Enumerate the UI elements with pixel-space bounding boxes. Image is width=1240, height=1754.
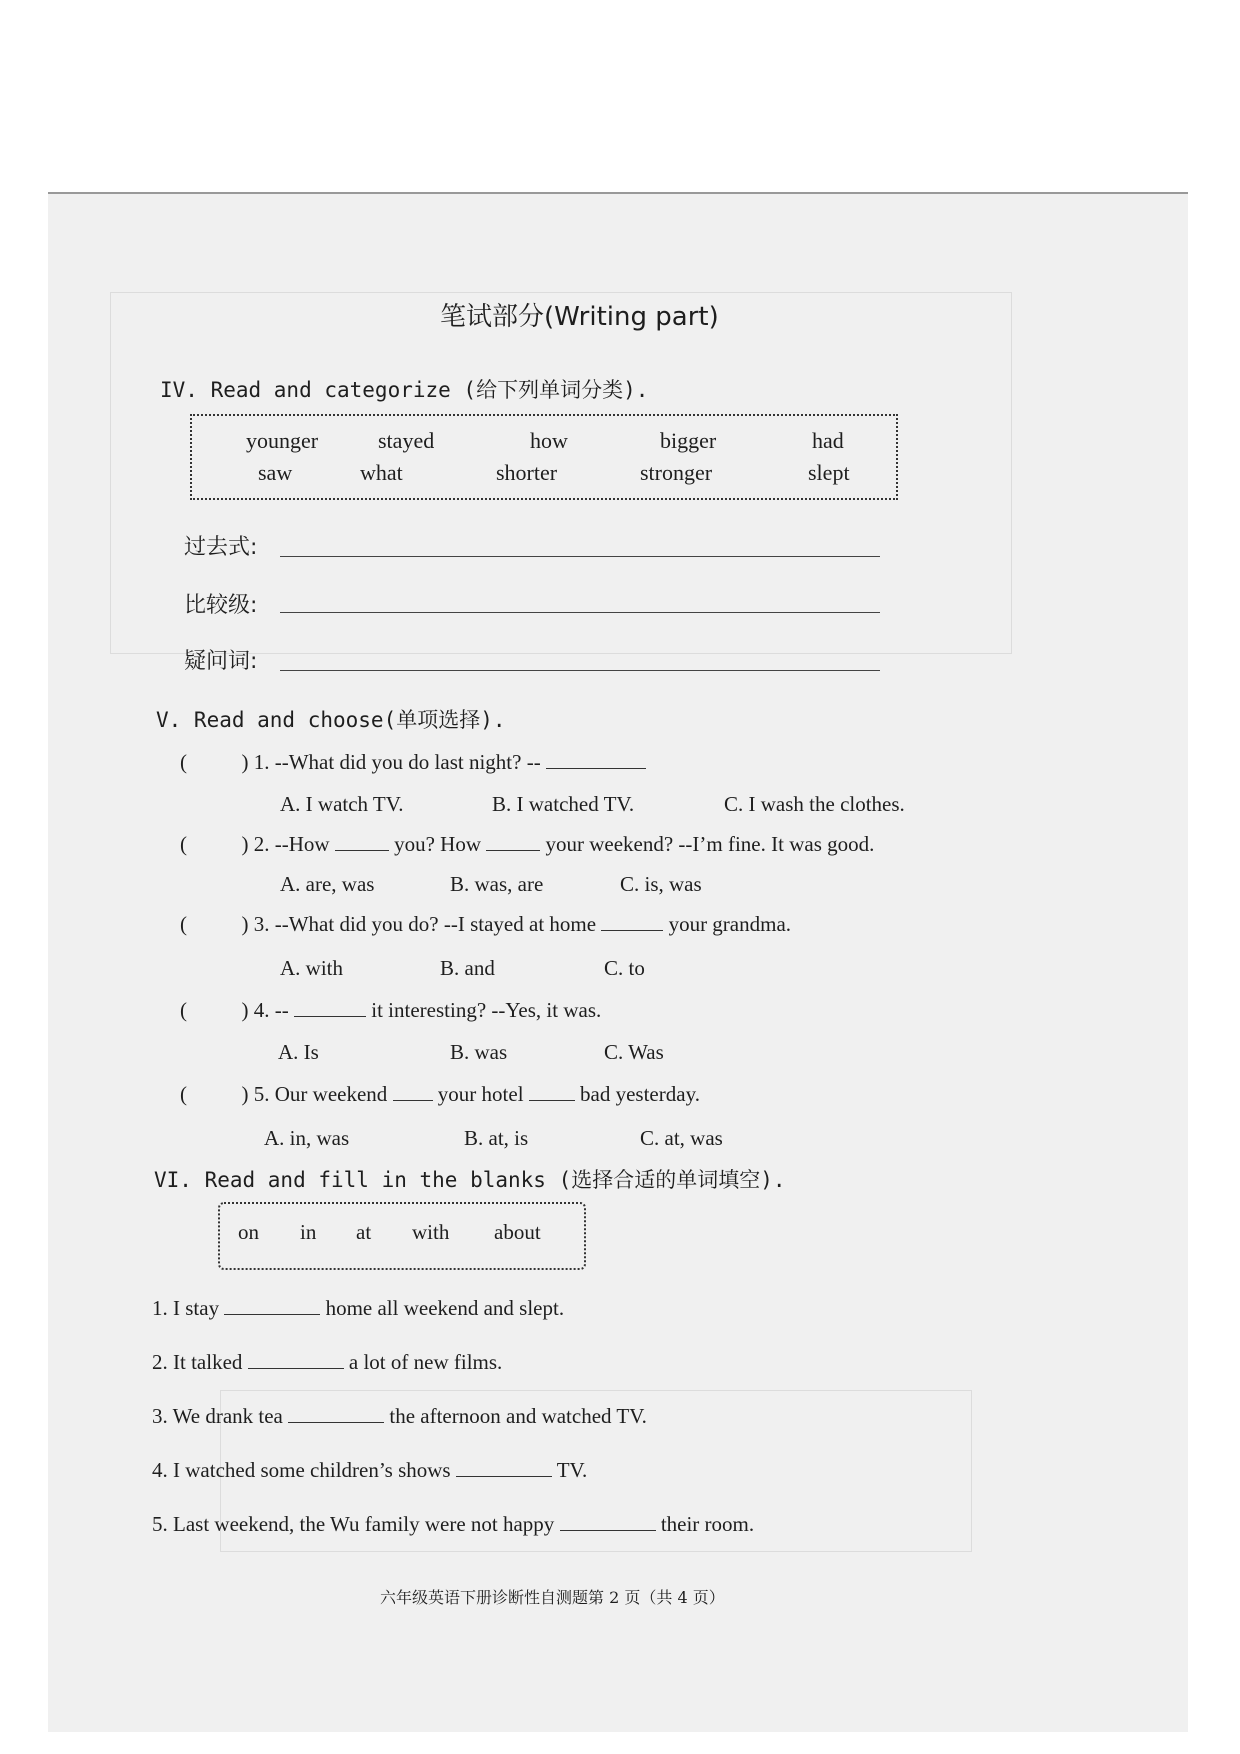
paren-open: ( — [180, 1082, 187, 1106]
word-how: how — [530, 428, 568, 453]
question-2-stem-a: 2. --How — [253, 832, 330, 856]
question-5-blank-1[interactable] — [393, 1082, 433, 1101]
question-2-blank-2[interactable] — [486, 832, 540, 851]
question-3 — [180, 912, 791, 937]
word-bigger: bigger — [660, 428, 717, 453]
word-younger: younger — [246, 428, 319, 453]
question-2 — [180, 832, 874, 857]
word-stronger: stronger — [640, 460, 713, 485]
fill-1-text-a: 1. I stay — [152, 1296, 220, 1320]
fill-4-blank[interactable] — [456, 1458, 552, 1477]
word-in: in — [300, 1220, 317, 1244]
fill-1-blank[interactable] — [224, 1296, 320, 1315]
q5-option-a[interactable]: A. in, was — [264, 1126, 350, 1150]
question-2-blank-1[interactable] — [335, 832, 389, 851]
section-5-heading: V. Read and choose(单项选择). — [156, 708, 506, 732]
question-3-stem-a: 3. --What did you do? --I stayed at home — [253, 912, 597, 936]
fill-1-text-b: home all weekend and slept. — [325, 1296, 565, 1320]
fill-3-blank[interactable] — [288, 1404, 384, 1423]
q4-option-a[interactable]: A. Is — [278, 1040, 319, 1064]
category-past-tense: 过去式: — [184, 535, 258, 560]
paren-close: ) — [241, 998, 249, 1022]
fill-2-text-a: 2. It talked — [152, 1350, 243, 1374]
fill-5-blank[interactable] — [560, 1512, 656, 1531]
fill-sentence-4 — [152, 1458, 587, 1483]
paren-close: ) — [241, 750, 249, 774]
q4-option-b[interactable]: B. was — [450, 1040, 508, 1064]
word-about: about — [494, 1220, 541, 1244]
question-2-stem-b: you? How — [394, 832, 481, 856]
paren-open: ( — [180, 750, 187, 774]
section-4-heading: IV. Read and categorize (给下列单词分类). — [160, 378, 649, 402]
category-question-words: 疑问词: — [184, 649, 258, 674]
fill-5-text-a: 5. Last weekend, the Wu family were not happy — [152, 1512, 555, 1536]
question-5-stem-a: 5. Our weekend — [253, 1082, 388, 1106]
question-1 — [180, 750, 646, 775]
paren-open: ( — [180, 832, 187, 856]
fill-4-text-a: 4. I watched some children’s shows — [152, 1458, 451, 1482]
paren-close: ) — [241, 1082, 249, 1106]
word-saw: saw — [258, 460, 293, 485]
q1-option-b[interactable]: B. I watched TV. — [492, 792, 635, 816]
page-footer: 六年级英语下册诊断性自测题第 2 页（共 4 页） — [380, 1588, 725, 1607]
answer-line-comparative[interactable] — [280, 612, 880, 613]
category-comparative: 比较级: — [184, 593, 258, 618]
paren-close: ) — [241, 832, 249, 856]
q3-option-a[interactable]: A. with — [280, 956, 343, 980]
answer-line-question-words[interactable] — [280, 670, 880, 671]
fill-4-text-b: TV. — [556, 1458, 588, 1482]
question-1-blank[interactable] — [546, 750, 646, 769]
q1-option-a[interactable]: A. I watch TV. — [280, 792, 404, 816]
fill-sentence-2 — [152, 1350, 502, 1375]
question-5-stem-b: your hotel — [437, 1082, 524, 1106]
word-on: on — [238, 1220, 259, 1244]
paren-open: ( — [180, 998, 187, 1022]
paren-close: ) — [241, 912, 249, 936]
fill-sentence-5 — [152, 1512, 754, 1537]
word-at: at — [356, 1220, 372, 1244]
question-4-stem-a: 4. -- — [253, 998, 289, 1022]
q1-option-c[interactable]: C. I wash the clothes. — [724, 792, 905, 816]
q2-option-a[interactable]: A. are, was — [280, 872, 375, 896]
word-bank-4 — [190, 414, 898, 500]
fill-sentence-1 — [152, 1296, 564, 1321]
question-5 — [180, 1082, 700, 1107]
q3-option-c[interactable]: C. to — [604, 956, 645, 980]
question-4 — [180, 998, 601, 1023]
section-6-heading: VI. Read and fill in the blanks (选择合适的单词填空). — [154, 1168, 786, 1192]
word-what: what — [360, 460, 403, 485]
q2-option-c[interactable]: C. is, was — [620, 872, 702, 896]
question-3-blank[interactable] — [601, 912, 663, 931]
word-had: had — [812, 428, 844, 453]
fill-2-text-b: a lot of new films. — [348, 1350, 503, 1374]
question-4-blank[interactable] — [294, 998, 366, 1017]
paren-open: ( — [180, 912, 187, 936]
word-with: with — [412, 1220, 450, 1244]
question-3-stem-b: your grandma. — [668, 912, 792, 936]
q5-option-c[interactable]: C. at, was — [640, 1126, 723, 1150]
answer-line-past-tense[interactable] — [280, 556, 880, 557]
question-1-stem: 1. --What did you do last night? -- — [253, 750, 541, 774]
q2-option-b[interactable]: B. was, are — [450, 872, 544, 896]
word-slept: slept — [808, 460, 850, 485]
sheet-top-edge — [48, 192, 1188, 194]
question-5-stem-c: bad yesterday. — [580, 1082, 700, 1106]
word-stayed: stayed — [378, 428, 435, 453]
question-4-stem-b: it interesting? --Yes, it was. — [371, 998, 602, 1022]
fill-sentence-3 — [152, 1404, 647, 1429]
q4-option-c[interactable]: C. Was — [604, 1040, 664, 1064]
word-shorter: shorter — [496, 460, 558, 485]
q5-option-b[interactable]: B. at, is — [464, 1126, 529, 1150]
fill-3-text-a: 3. We drank tea — [152, 1404, 283, 1428]
question-5-blank-2[interactable] — [529, 1082, 575, 1101]
question-2-stem-c: your weekend? --I’m fine. It was good. — [545, 832, 875, 856]
fill-3-text-b: the afternoon and watched TV. — [389, 1404, 647, 1428]
fill-2-blank[interactable] — [248, 1350, 344, 1369]
fill-5-text-b: their room. — [660, 1512, 755, 1536]
q3-option-b[interactable]: B. and — [440, 956, 495, 980]
page-title: 笔试部分(Writing part) — [440, 302, 719, 332]
